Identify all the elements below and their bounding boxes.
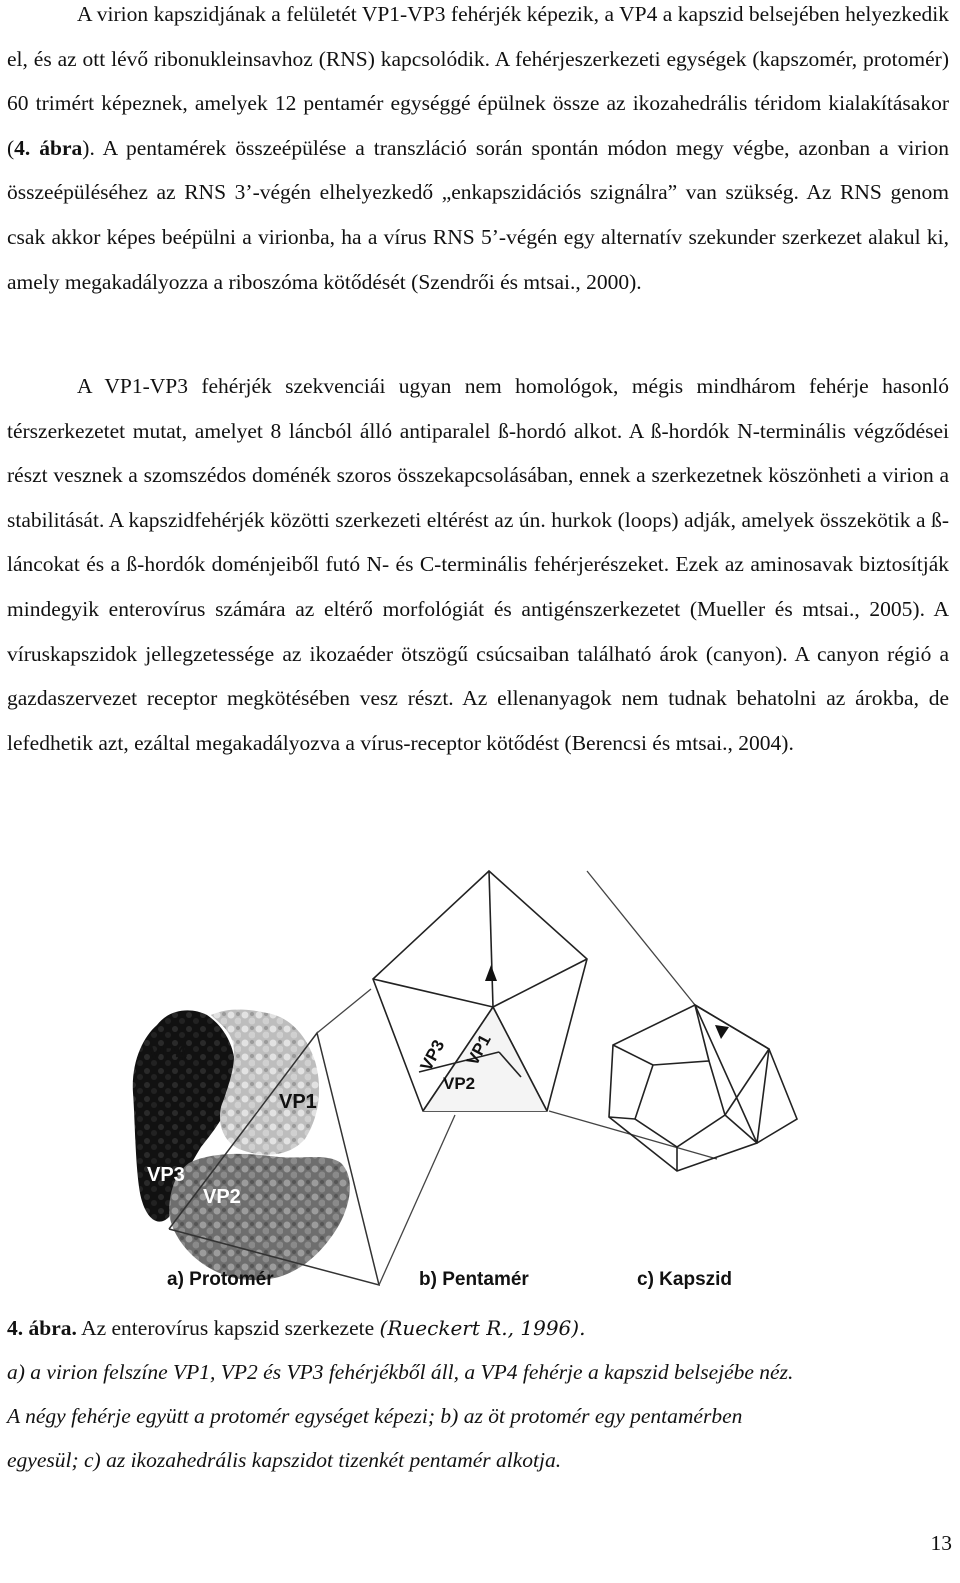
label-vp2: VP2 (203, 1186, 241, 1208)
panel-label-a: a) Protomér (167, 1269, 274, 1290)
figure-caption-line-3: A négy fehérje együtt a protomér egységet képezi; b) az öt protomér egy pentamérben (7, 1404, 743, 1428)
protomer-model (133, 1010, 379, 1286)
pentamer-label-vp2: VP2 (443, 1074, 476, 1093)
paragraph-1-text-b: ). A pentamérek összeépülése a transzláció során spontán módon megy végbe, azonban a virion összeépüléséhez az RNS 3’-végén elhelyezkedő „enkapszidációs szignálra” van szükség. Az RNS genom csak akkor képes beépülni a virionba, ha a vírus RNS 5’-végén egy alternatív szekunder szerkezet alakul ki, amely megakadályozza a riboszóma kötődését (Szendrői és mtsai., 2000). (7, 135, 949, 294)
figure-caption-title (7, 1306, 952, 1350)
body-paragraph-2: A VP1-VP3 fehérjék szekvenciái ugyan nem homológok, mégis mindhárom fehérje hasonló térszerkezetet mutat, amelyet 8 láncból álló antiparalel ß-hordó alkot. A ß-hordók N-terminális végződései részt vesznek a szomszédos doménék szoros összekapcsolásában, ennek a szerkezetnek köszönheti a virion a stabilitását. A kapszidfehérjék közötti szerkezeti eltérést az ún. hurkok (loops) adják, amelyek összekötik a ß-láncokat és a ß-hordók doménjeiből futó N- és C-terminális fehérjerészeket. Ezek az aminosavak biztosítják mindegyik enterovírus számára az eltérő morfológiát és antigénszerkezetet (Mueller és mtsai., 2005). A víruskapszidok jellegzetessége az ikozaéder ötszögű csúcsaiban található árok (canyon). A canyon régió a gazdaszervezet receptor megkötésében vesz részt. Az ellenanyagok nem tudnak behatolni az árokba, de lefedhetik azt, ezáltal megakadályozva a vírus-receptor kötődést (Berencsi és mtsai., 2004). (7, 374, 949, 755)
panel-label-b: b) Pentamér (419, 1269, 529, 1290)
figure-reference: 4. ábra (14, 135, 83, 160)
label-vp4: VP4 (149, 1043, 187, 1065)
capsid-diagram (129, 857, 823, 1311)
figure-caption-line-4: egyesül; c) az ikozahedrális kapszidot tizenkét pentamér alkotja. (7, 1448, 562, 1472)
pentamer-label-vp3: VP3 (416, 1036, 449, 1075)
panel-label-c: c) Kapszid (637, 1269, 733, 1290)
caption-title: Az enterovírus kapszid szerkezete (76, 1316, 380, 1340)
pentamer-label-vp1: VP1 (462, 1031, 495, 1069)
capsid-figure (129, 857, 823, 1311)
pentamer-diagram (373, 871, 587, 1111)
capsid-dodecahedron (609, 1005, 797, 1171)
paragraph-1-text-a: A virion kapszidjának a felületét VP1-VP3 fehérjék képezik, a VP4 a kapszid belsejében helyezkedik el, és az ott lévő ribonukleinsavhoz (RNS) kapcsolódik. A fehérjeszerkezeti egységek (kapszomér, protomér) 60 trimért képeznek, amelyek 12 pentamér egységgé épülnek össze az ikozahedrális téridom kialakításakor ( (7, 2, 949, 160)
caption-citation: (Rueckert R., 1996). (379, 1316, 586, 1340)
figure-number: 4. ábra. (7, 1316, 77, 1340)
label-vp1: VP1 (279, 1091, 317, 1113)
label-vp3: VP3 (147, 1164, 185, 1186)
figure-caption-line-2: a) a virion felszíne VP1, VP2 és VP3 fehérjékből áll, a VP4 fehérje a kapszid belsejébe néz. (7, 1360, 794, 1384)
body-paragraph-1 (7, 0, 949, 304)
page-number: 13 (930, 1531, 952, 1555)
